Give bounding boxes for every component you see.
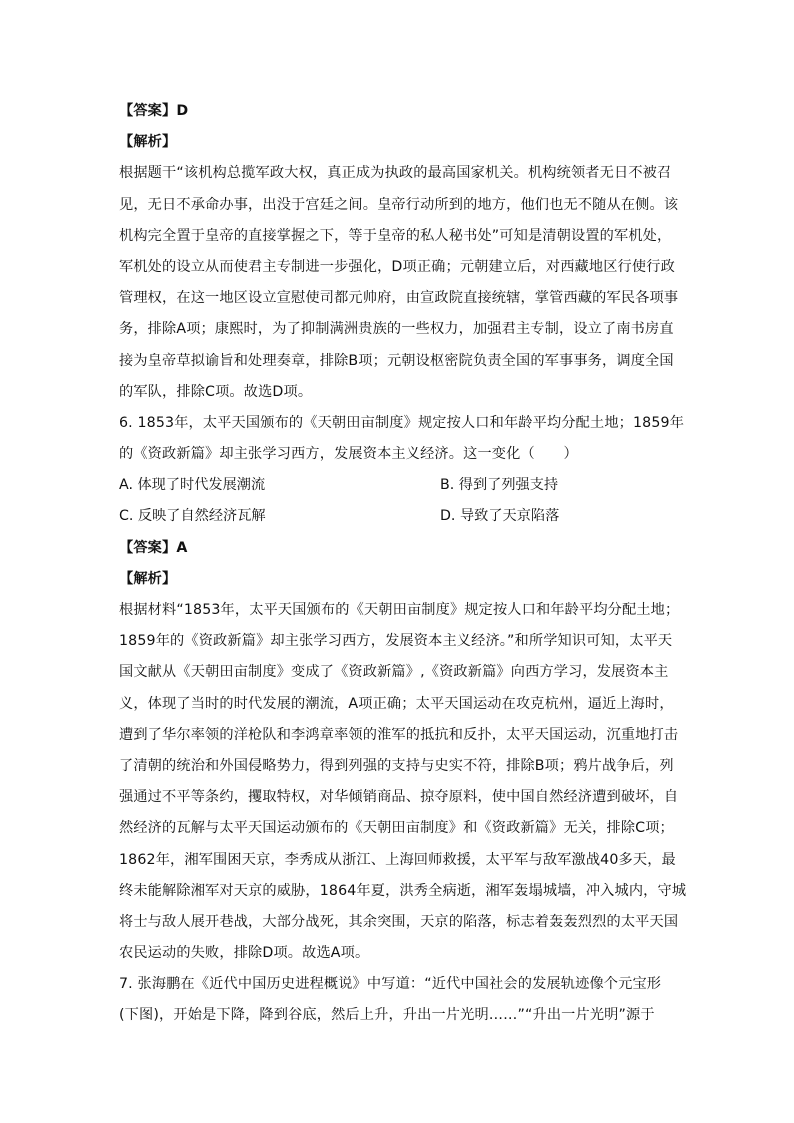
analysis-line: 了清朝的统治和外国侵略势力，得到列强的支持与史实不符，排除B项；鸦片战争后，列	[119, 757, 674, 774]
options-row	[119, 470, 679, 501]
analysis-line: 根据题干“该机构总揽军政大权，真正成为执政的最高国家机关。机构统领者无日不被召	[119, 165, 672, 182]
analysis-line: 军机处的设立从而使君主专制进一步强化，D项正确；元朝建立后，对西藏地区行使行政	[119, 258, 675, 275]
analysis-line: 根据材料“1853年，太平天国颁布的《天朝田亩制度》规定按人口和年龄平均分配土地；	[119, 602, 680, 618]
document-page	[119, 96, 687, 1032]
option-b: B. 得到了列强支持	[440, 477, 559, 494]
analysis-line: 的军队，排除C项。故选D项。	[119, 383, 313, 400]
option-a: A. 体现了时代发展潮流	[119, 477, 266, 494]
analysis-line: 然经济的瓦解与太平天国运动颁布的《天朝田亩制度》和《资政新篇》无关，排除C项；	[119, 820, 674, 837]
analysis-line: 1859年的《资政新篇》却主张学习西方，发展资本主义经济。”和所学知识可知，太平天	[119, 633, 673, 650]
analysis-line: 农民运动的失败，排除D项。故选A项。	[119, 945, 370, 962]
analysis-line: 见，无日不承命办事，出没于宫廷之间。皇帝行动所到的地方，他们也无不随从在侧。该	[119, 196, 679, 213]
analysis-line: 机构完全置于皇帝的直接掌握之下，等于皇帝的私人秘书处”可知是清朝设置的军机处，	[119, 227, 672, 244]
analysis-line: 务，排除A项；康熙时，为了抑制满洲贵族的一些权力，加强君主专制，设立了南书房直	[119, 321, 674, 338]
analysis-line: 将士与敌人展开巷战，大部分战死，其余突围，天京的陷落，标志着轰轰烈烈的太平天国	[119, 913, 679, 930]
option-c: C. 反映了自然经济瓦解	[119, 508, 266, 525]
analysis-line: 1862年，湘军围困天京，李秀成从浙江、上海回师救援，太平军与敌军激战40多天，最	[119, 851, 676, 868]
answer-label: 【答案】A	[119, 539, 188, 556]
analysis-title: 【解析】	[119, 570, 177, 587]
analysis-line: 遭到了华尔率领的洋枪队和李鸿章率领的淮军的抵抗和反扑，太平天国运动，沉重地打击	[119, 726, 679, 743]
analysis-line: 义，体现了当时的时代发展的潮流，A项正确；太平天国运动在攻克杭州，逼近上海时，	[119, 695, 674, 712]
analysis-line: 接为皇帝草拟谕旨和处理奏章，排除B项；元朝设枢密院负责全国的军事事务，调度全国	[119, 352, 674, 369]
analysis-title: 【解析】	[119, 134, 177, 151]
analysis-line: 强通过不平等条约，攫取特权，对华倾销商品、掠夺原料，使中国自然经济遭到破坏，自	[119, 789, 679, 806]
question-line: (下图)，开始是下降，降到谷底，然后上升，升出一片光明……”“升出一片光明”源于	[119, 1007, 655, 1024]
question-line: 6. 1853年，太平天国颁布的《天朝田亩制度》规定按人口和年龄平均分配土地；1859年	[119, 414, 685, 431]
options-row	[119, 501, 679, 532]
analysis-line: 国文献从《天朝田亩制度》变成了《资政新篇》,《资政新篇》向西方学习，发展资本主	[119, 664, 669, 681]
question-line: 的《资政新篇》却主张学习西方，发展资本主义经济。这一变化（ ）	[119, 446, 578, 463]
question-line: 7. 张海鹏在《近代中国历史进程概说》中写道：“近代中国社会的发展轨迹像个元宝形	[119, 976, 662, 993]
analysis-line: 管理权，在这一地区设立宣慰使司都元帅府，由宣政院直接统辖，掌管西藏的军民各项事	[119, 290, 679, 307]
answer-label: 【答案】D	[119, 103, 189, 119]
option-d: D. 导致了天京陷落	[440, 508, 560, 525]
analysis-line: 终未能解除湘军对天京的威胁，1864年夏，洪秀全病逝，湘军轰塌城墙，冲入城内，守城	[119, 882, 687, 899]
